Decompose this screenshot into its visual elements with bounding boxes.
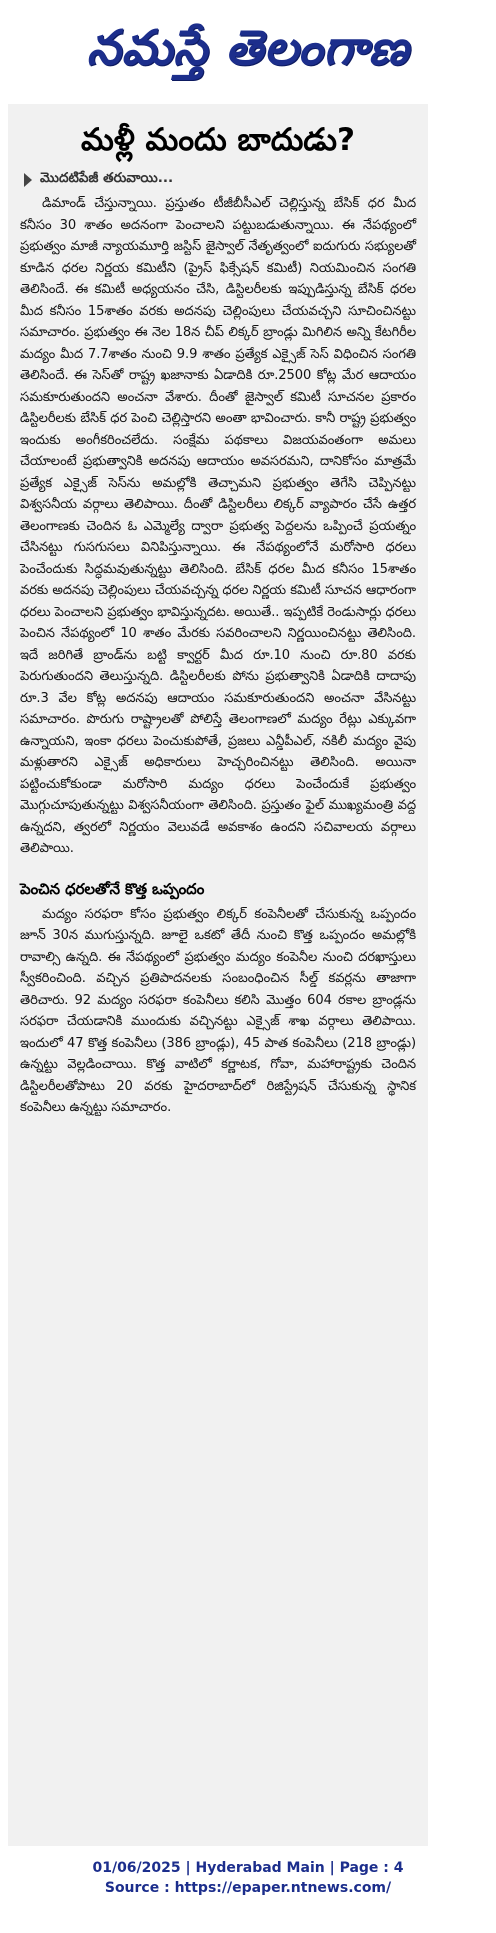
article-clipping (8, 104, 428, 1846)
masthead (0, 0, 496, 96)
continued-label: మొదటిపేజీ తరువాయి... (40, 170, 174, 186)
article-body (20, 193, 416, 1119)
triangle-arrow-icon (24, 173, 32, 187)
article-headline: మళ్లీ మందు బాదుడు? (81, 122, 355, 158)
edition-info: 01/06/2025 | Hyderabad Main | Page : 4 (92, 1860, 404, 1876)
newspaper-title: నమస్తే తెలంగాణ (86, 20, 410, 76)
continued-from-front-page (24, 170, 416, 189)
article-paragraph: డిమాండ్ చేస్తున్నాయి. ప్రస్తుతం టీజీబీసీఎల్ చెల్లిస్తున్న బేసిక్ ధర మీద కనీసం 30 శాతం అదనంగా పెంచాలని పట్టుబడుతున్నాయి. ఈ నేపథ్యంలో ప్రభుత్వం మాజీ న్యాయమూర్తి జస్టిస్ జైస్వాల్ నేతృత్వంలో ఐదుగురు సభ్యులతో కూడిన ధరల నిర్ణయ కమిటీని (ప్రైస్ ఫిక్సేషన్ కమిటీ) నియమించిన సంగతి తెలిసిందే. ఈ కమిటీ అధ్యయనం చేసి, డిస్టిలరీలకు ఇప్పుడిస్తున్న బేసిక్ ధరల మీద కనీసం 15శాతం వరకు అదనపు చెల్లింపులు చేయవచ్చని సూచించినట్టు సమాచారం. ప్రభుత్వం ఈ నెల 18న చీప్ లిక్కర్ బ్రాండ్లు మిగిలిన అన్ని కేటగిరీల మద్యం మీద 7.7శాతం నుంచి 9.9 శాతం ప్రత్యేక ఎక్సైజ్ సెస్ విధించిన సంగతి తెలిసిందే. ఈ సెస్‌తో రాష్ట్ర ఖజానాకు ఏడాదికి రూ.2500 కోట్ల మేర ఆదాయం సమకూరుతుందని అంచనా వేశారు. దీంతో జైస్వాల్ కమిటీ సూచనల ప్రకారం డిస్టిలరీలకు బేసిక్ ధర పెంచి చెల్లిస్తారని అంతా భావించారు. కానీ రాష్ట్ర ప్రభుత్వం ఇందుకు అంగీకరించలేదు. సంక్షేమ పథకాలు విజయవంతంగా అమలు చేయాలంటే ప్రభుత్వానికి అదనపు ఆదాయం అవసరమని, దానికోసం మాత్రమే ప్రత్యేక ఎక్సైజ్ సెస్‌ను అమల్లోకి తెచ్చామని ప్రభుత్వం తెగేసి చెప్పినట్టు విశ్వసనీయ వర్గాలు తెలిపాయి. దీంతో డిస్టిలరీలు లిక్కర్ వ్యాపారం చేసే ఉత్తర తెలంగాణకు చెందిన ఓ ఎమ్మెల్యే ద్వారా ప్రభుత్వ పెద్దలను ఒప్పించే ప్రయత్నం చేసినట్టు గుసగుసలు వినిపిస్తున్నాయి. ఈ నేపథ్యంలోనే మరోసారి ధరలు పెంచేందుకు సిద్ధమవుతున్నట్టు తెలిసింది. బేసిక్ ధరల మీద కనీసం 15శాతం వరకు అదనపు చెల్లింపులు చేయవచ్చన్న ధరల నిర్ణయ కమిటీ సూచన ఆధారంగా ధరలు పెంచాలని ప్రభుత్వం భావిస్తున్నదట. అయితే.. ఇప్పటికే రెండుసార్లు ధరలు పెంచిన నేపథ్యంలో 10 శాతం మేరకు సవరించాలని నిర్ణయించినట్టు తెలిసింది. ఇదే జరిగితే బ్రాండ్‌ను బట్టి క్వార్టర్ మీద రూ.10 నుంచి రూ.80 వరకు పెరుగుతుందని తెలుస్తున్నది. డిస్టిలరీలకు పోను ప్రభుత్వానికి ఏడాదికి దాదాపు రూ.3 వేల కోట్ల అదనపు ఆదాయం సమకూరుతుందని అంచనా వేసినట్టు సమాచారం. పొరుగు రాష్ట్రాలతో పోలిస్తే తెలంగాణలో మద్యం రేట్లు ఎక్కువగా ఉన్నాయని, ఇంకా ధరలు పెంచుకుపోతే, ప్రజలు ఎన్డీపీఎల్, నకిలీ మద్యం వైపు మళ్లుతారని ఎక్సైజ్ అధికారులు హెచ్చరించినట్టు తెలిసింది. అయినా పట్టించుకోకుండా మరోసారి మద్యం ధరలు పెంచేందుకే ప్రభుత్వం మొగ్గుచూపుతున్నట్టు విశ్వసనీయంగా తెలిసింది. ప్రస్తుతం ఫైల్ ముఖ్యమంత్రి వద్ద ఉన్నదని, త్వరలో నిర్ణయం వెలువడే అవకాశం ఉందని సచివాలయ వర్గాలు తెలిపాయి. (20, 196, 416, 856)
source-link[interactable]: Source : https://epaper.ntnews.com/ (104, 1880, 392, 1896)
page-footer (0, 1858, 496, 1898)
article-paragraph: మద్యం సరఫరా కోసం ప్రభుత్వం లిక్కర్ కంపెనీలతో చేసుకున్న ఒప్పందం జూన్ 30న ముగుస్తున్నది. జూలై ఒకటో తేదీ నుంచి కొత్త ఒప్పందం అమల్లోకి రావాల్సి ఉన్నది. ఈ నేపథ్యంలో ప్రభుత్వం మద్యం కంపెనీల నుంచి దరఖాస్తులు స్వీకరించింది. వచ్చిన ప్రతిపాదనలకు సంబంధించిన సీల్డ్ కవర్లను తాజాగా తెరిచారు. 92 మద్యం సరఫరా కంపెనీలు కలిసి మొత్తం 604 రకాల బ్రాండ్లను సరఫరా చేయడానికి ముందుకు వచ్చినట్టు ఎక్సైజ్ శాఖ వర్గాలు తెలిపాయి. ఇందులో 47 కొత్త కంపెనీలు (386 బ్రాండ్లు), 45 పాత కంపెనీలు (218 బ్రాండ్లు) ఉన్నట్టు వెల్లడించాయి. కొత్త వాటిలో కర్ణాటక, గోవా, మహారాష్ట్రకు చెందిన డిస్టిలరీలతోపాటు 20 వరకు హైదరాబాద్‌లో రిజిస్ట్రేషన్ చేసుకున్న స్థానిక కంపెనీలు ఉన్నట్టు సమాచారం. (20, 906, 416, 1115)
article-subheading: పెంచిన ధరలతోనే కొత్త ఒప్పందం (20, 879, 205, 898)
